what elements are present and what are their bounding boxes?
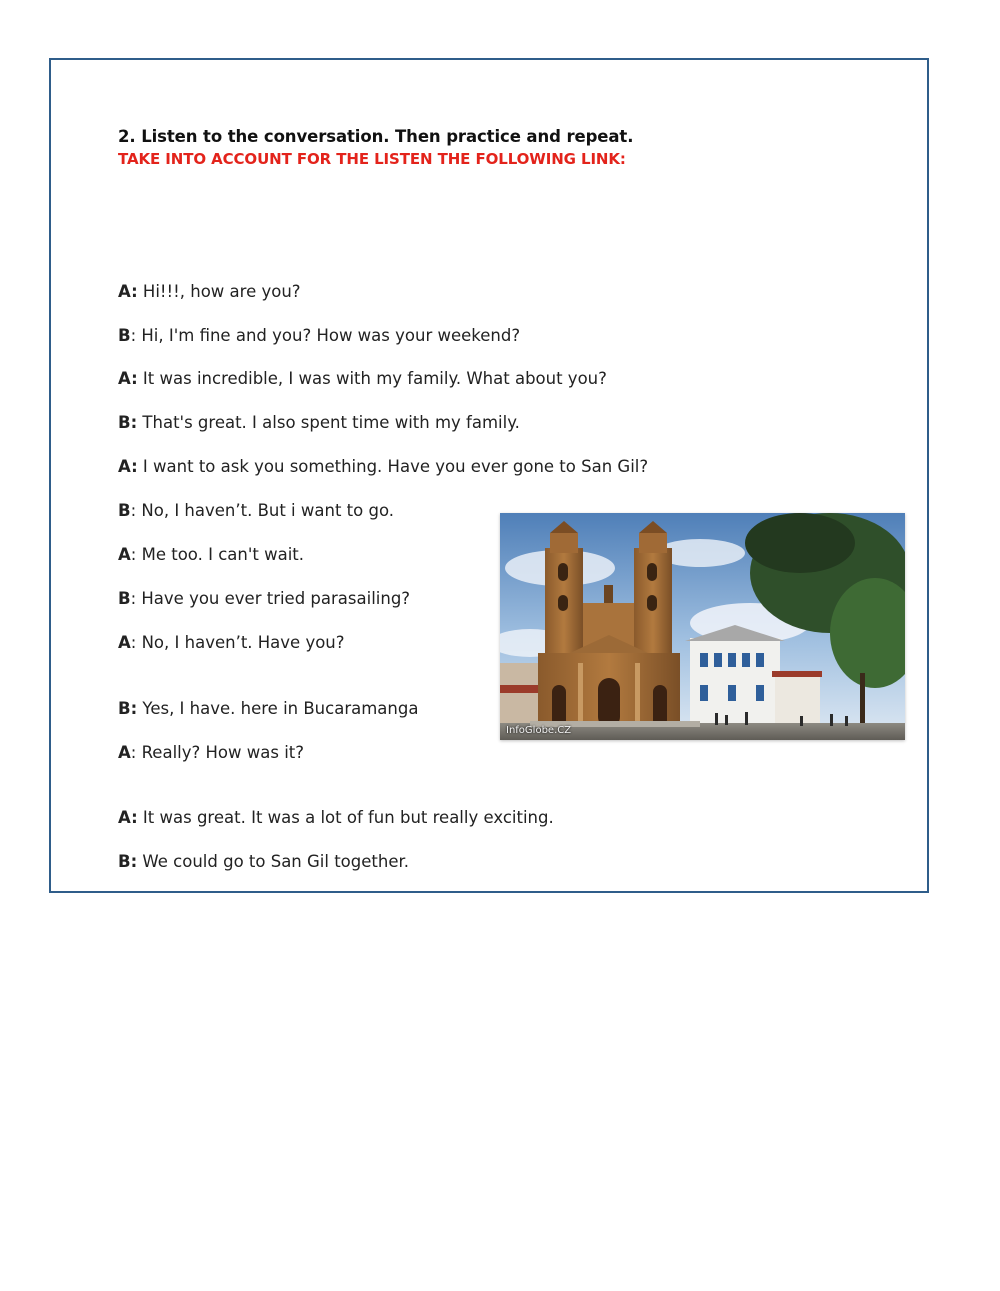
speaker-label: B [118, 326, 131, 345]
column [578, 663, 583, 728]
speaker-label: B [118, 852, 131, 871]
speaker-separator: : [130, 501, 137, 520]
dialogue-text: Really? How was it? [136, 743, 305, 762]
speaker-separator: : [131, 808, 138, 827]
column [635, 663, 640, 728]
exercise-heading: 2. Listen to the conversation. Then practice and repeat. [118, 127, 634, 146]
speaker-separator: : [130, 326, 137, 345]
speaker-label: A [118, 633, 131, 652]
tower-right-top [639, 533, 667, 553]
tower-window [558, 563, 568, 581]
speaker-separator: : [131, 457, 138, 476]
speaker-separator: : [130, 699, 138, 718]
tree-trunk [860, 673, 865, 728]
dialogue-text: No, I haven’t. Have you? [136, 633, 345, 652]
dialogue-line [118, 282, 301, 301]
dialogue-text: Have you ever tried parasailing? [136, 589, 411, 608]
speaker-separator: : [130, 545, 137, 564]
dialogue-line [118, 808, 554, 827]
tower-window [647, 595, 657, 611]
speaker-label: B [118, 699, 131, 718]
speaker-label: A [118, 369, 132, 388]
dialogue-text: Yes, I have. here in Bucaramanga [137, 699, 419, 718]
dialogue-line [118, 852, 409, 871]
tower-window [558, 595, 568, 611]
listening-link-instruction: TAKE INTO ACCOUNT FOR THE LISTEN THE FOLLOWING LINK: [118, 150, 626, 168]
speaker-separator: : [131, 282, 138, 301]
roof-right [772, 671, 822, 677]
dialogue-line [118, 326, 520, 345]
speaker-separator: : [130, 413, 138, 432]
dialogue-line [118, 501, 394, 520]
dialogue-line [118, 369, 607, 388]
tower-window [647, 563, 657, 581]
dialogue-text: We could go to San Gil together. [137, 852, 409, 871]
speaker-label: A [118, 457, 132, 476]
side-door [552, 685, 566, 727]
dialogue-text: It was incredible, I was with my family. What about you? [137, 369, 607, 388]
colonial-building [690, 638, 780, 728]
tree-canopy [745, 513, 855, 573]
speaker-label: B [118, 501, 131, 520]
dialogue-line [118, 589, 410, 608]
dialogue-line [118, 633, 345, 652]
side-door [653, 685, 667, 727]
main-door [598, 678, 620, 728]
dialogue-line [118, 413, 520, 432]
roof-left [500, 685, 538, 693]
dialogue-text: Me too. I can't wait. [136, 545, 304, 564]
dialogue-text: It was great. It was a lot of fun but really exciting. [137, 808, 554, 827]
speaker-label: A [118, 743, 131, 762]
dialogue-text: That's great. I also spent time with my family. [137, 413, 520, 432]
tower-left-top [550, 533, 578, 553]
dialogue-text: Hi, I'm fine and you? How was your weekend? [136, 326, 521, 345]
dialogue-text: Hi!!!, how are you? [137, 282, 301, 301]
san-gil-cathedral-photo [500, 513, 905, 740]
dialogue-line [118, 545, 304, 564]
photo-credit: InfoGlobe.CZ [506, 725, 572, 736]
dialogue-text: I want to ask you something. Have you ever gone to San Gil? [137, 457, 649, 476]
speaker-label: A [118, 808, 132, 827]
speaker-separator: : [130, 589, 137, 608]
speaker-label: B [118, 413, 131, 432]
statue [604, 585, 613, 603]
speaker-label: A [118, 545, 131, 564]
dialogue-line [118, 699, 418, 718]
speaker-separator: : [131, 369, 138, 388]
speaker-label: A [118, 282, 132, 301]
speaker-separator: : [130, 633, 137, 652]
building-right [775, 673, 820, 728]
speaker-label: B [118, 589, 131, 608]
speaker-separator: : [130, 743, 137, 762]
speaker-separator: : [130, 852, 138, 871]
cathedral-illustration [500, 513, 905, 740]
dialogue-text: No, I haven’t. But i want to go. [136, 501, 395, 520]
dialogue-line [118, 457, 648, 476]
dialogue-line [118, 743, 304, 762]
